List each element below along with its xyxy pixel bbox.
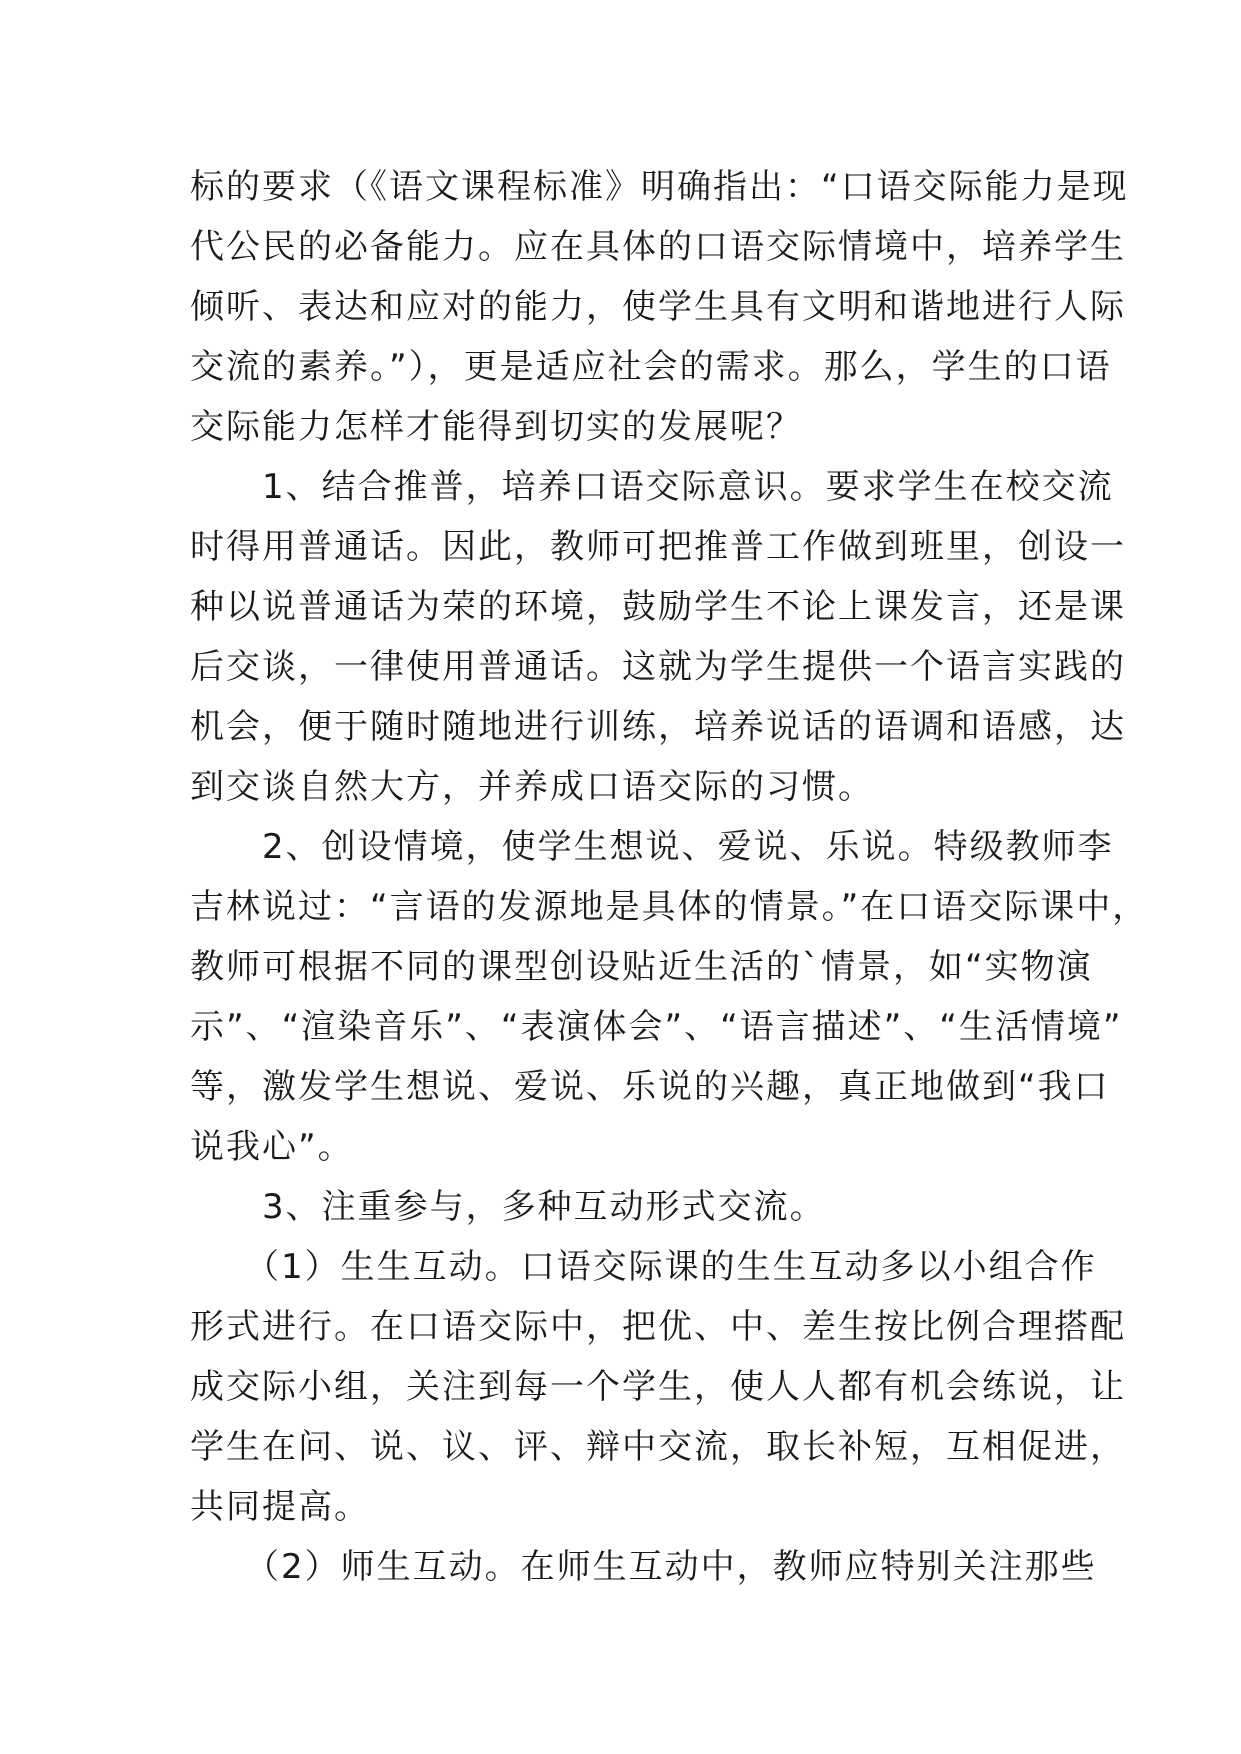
- text-line: 成交际小组，关注到每一个学生，使人人都有机会练说，让: [190, 1367, 1126, 1407]
- text-line: 代公民的必备能力。应在具体的口语交际情境中，培养学生: [190, 227, 1126, 267]
- document-body: [190, 157, 1149, 1597]
- text-line: 学生在问、说、议、评、辩中交流，取长补短，互相促进，: [190, 1427, 1126, 1467]
- text-line: 种以说普通话为荣的环境，鼓励学生不论上课发言，还是课: [190, 587, 1126, 627]
- text-line: 机会，便于随时随地进行训练，培养说话的语调和语感，达: [190, 707, 1126, 747]
- text-line: 交际能力怎样才能得到切实的发展呢？: [190, 407, 802, 447]
- text-line: 示”、“渲染音乐”、“表演体会”、“语言描述”、“生活情境”: [190, 1007, 1123, 1047]
- text-line: 1、结合推普，培养口语交际意识。要求学生在校交流: [190, 467, 1114, 507]
- text-line: 3、注重参与，多种互动形式交流。: [190, 1187, 826, 1227]
- text-line: 交流的素养。”），更是适应社会的需求。那么，学生的口语: [190, 347, 1112, 387]
- text-line: 共同提高。: [190, 1487, 370, 1527]
- text-line: 吉林说过：“言语的发源地是具体的情景。”在口语交际课中，: [190, 887, 1149, 927]
- text-line: 等，激发学生想说、爱说、乐说的兴趣，真正地做到“我口: [190, 1067, 1110, 1107]
- text-line: 标的要求（《语文课程标准》明确指出：“口语交际能力是现: [190, 167, 1129, 207]
- text-line: 时得用普通话。因此，教师可把推普工作做到班里，创设一: [190, 527, 1126, 567]
- text-line: 后交谈，一律使用普通话。这就为学生提供一个语言实践的: [190, 647, 1126, 687]
- text-line: 教师可根据不同的课型创设贴近生活的`情景，如“实物演: [190, 947, 1093, 987]
- text-line: 倾听、表达和应对的能力，使学生具有文明和谐地进行人际: [190, 287, 1126, 327]
- text-line: 形式进行。在口语交际中，把优、中、差生按比例合理搭配: [190, 1307, 1126, 1347]
- text-line: 到交谈自然大方，并养成口语交际的习惯。: [190, 767, 874, 807]
- text-line: （2）师生互动。在师生互动中，教师应特别关注那些: [190, 1547, 1097, 1587]
- text-line: （1）生生互动。口语交际课的生生互动多以小组合作: [190, 1247, 1097, 1287]
- text-line: 说我心”。: [190, 1127, 354, 1167]
- text-line: 2、创设情境，使学生想说、爱说、乐说。特级教师李: [190, 827, 1114, 867]
